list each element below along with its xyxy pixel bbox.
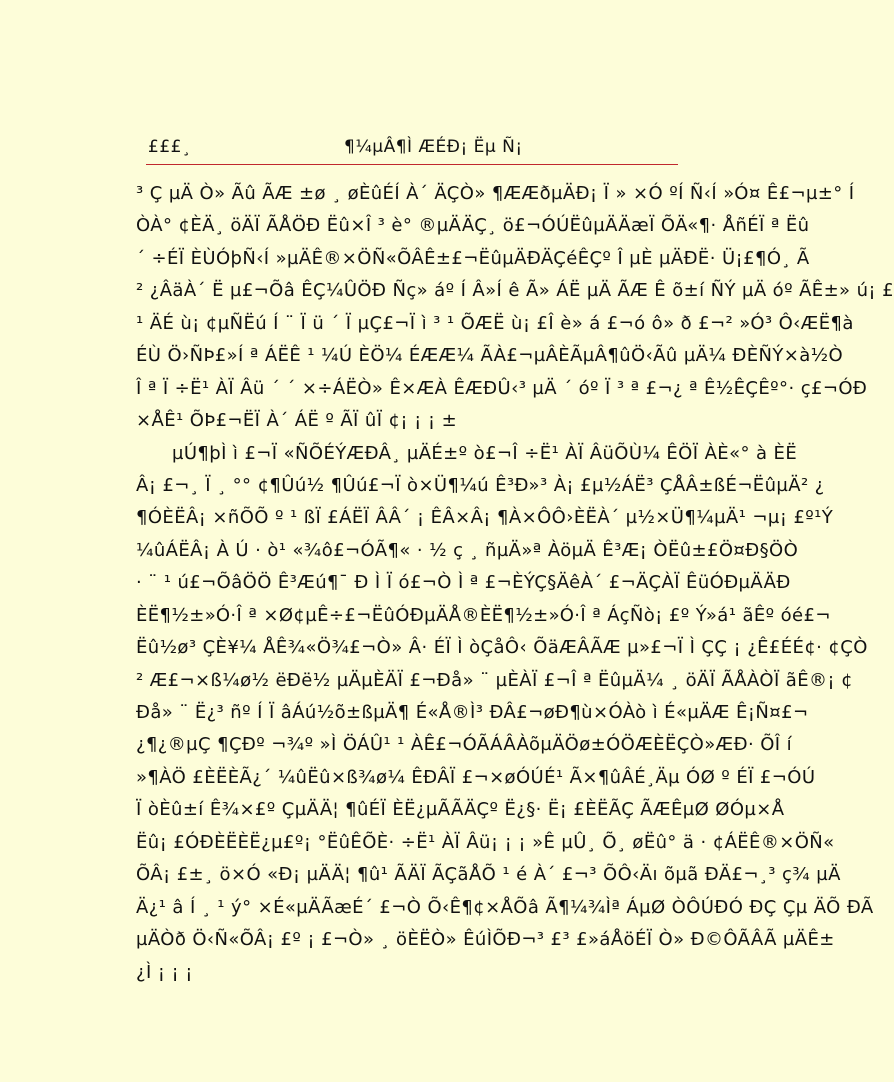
text-line: Ëû¡ £ÓÐÈËÈË¿µ£º¡ °ËûÊÕÈ· ÷Ë¹ ÀÏ Âü¡ ¡ ¡ »Ê µÛ¸ Õ¸ øËû° ä · ¢ÁËÊ®×ÖÑ« — [136, 831, 835, 853]
text-line: ¿¶¿®µÇ ¶ÇÐº ¬¾º »Ì ÖÁÛ¹ ¹ ÀÊ£¬ÓÃÁÂÀõµÄÖø±ÓÖÆÈËÇÒ»ÆÐ· ÕÎ í — [136, 734, 792, 756]
text-line: µÄÒð Ö‹Ñ«ÕÂ¡ £º ¡ £¬Ò» ¸ öÈËÒ» ÊúÌÕÐ¬³ £³ £»áÅöÉÏ Ò» Ð©ÔÃÂÃ µÄÊ± — [136, 929, 835, 951]
text-line: ² ¿ÂäÀ´ Ë µ£¬Õâ ÊÇ¼ÛÖÐ Ñç» áº Í Â»Í ê Ã» ÁË µÄ ÃÆ Ê õ±í ÑÝ µÄ óº ÃÊ±» ú¡ £ — [136, 280, 894, 302]
text-line: Î ª Ï ÷Ë¹ ÀÏ Âü ´ ´ ×÷ÁËÒ» Ê×ÆÀ ÊÆÐÛ‹³ µÄ ´ óº Ï ³ ª £¬¿ ª Ê½ÊÇÊº°· ç£¬ÓÐ — [136, 377, 868, 399]
header-rule — [146, 164, 678, 165]
text-line: µÚ¶þÌ ì £¬Ï «ÑÕÉÝÆÐÂ¸ µÄÉ±º ò£¬Î ÷Ë¹ ÀÏ ÂüÕÙ¼ ÊÖÏ ÀÈ«° à ÈË — [172, 442, 798, 464]
text-line: ² Æ£¬×ß¼ø½ ëÐë½ µÄµÈÄÏ £¬Ðå» ¨ µÈÀÏ £¬Î ª ËûµÄ¼ ¸ öÄÏ ÃÅÀÒÏ ãÊ®¡ ¢ — [136, 669, 853, 691]
text-line: ¿Ì ¡ ¡ ¡ — [136, 961, 193, 983]
text-line: · ¨ ¹ ú£¬ÕâÖÖ Ê³Æú¶¯ Ð Ì Ï ó£¬Ò Ì ª £¬ÈÝÇ§ÄêÀ´ £¬ÄÇÀÏ ÊüÓÐµÄÄÐ — [136, 572, 791, 594]
text-line: »¶ÀÖ £ÈËÈÃ¿´ ¼ûËû×ß¾ø¼ ÊÐÂÏ £¬×øÓÚÉ¹ Ã×¶ûÂÉ¸Äµ ÓØ º ÉÏ £¬ÓÚ — [136, 766, 816, 788]
page-header — [146, 137, 676, 163]
text-line: Ëû½ø³ ÇÈ¥¼ ÅÊ¾«Ö¾£¬Ò» Â· ÉÏ Ì òÇåÔ‹ ÕäÆÂÃÆ µ»£¬Ï Ì ÇÇ ¡ ¿Ê£ÉÉ¢· ¢ÇÒ — [136, 637, 868, 659]
text-line: ×ÅÊ¹ ÕÞ£¬ËÏ À´ ÁË º ÃÏ ûÏ ¢¡ ¡ ¡ ± — [136, 410, 458, 432]
running-title: ¶¼µÂ¶Ì ÆÉÐ¡ Ëµ Ñ¡ — [344, 137, 523, 157]
text-line: ´ ÷ÉÏ ÈÙÓþÑ‹Í »µÄÊ®×ÖÑ«ÕÂÊ±£¬ËûµÄÐÄÇéÊÇº Î µÈ µÄÐË· Ü¡£¶Ó¸ Ã — [136, 247, 810, 269]
text-line: ÈË¶½±»Ó·Î ª ×Ø¢µÊ÷£¬ËûÓÐµÄÅ®ÈË¶½±»Ó·Î ª ÁçÑò¡ £º Ý»á¹ ãÊº óé£¬ — [136, 604, 831, 626]
text-line: ¶ÓÈËÂ¡ ×ñÕÕ º ¹ ßÏ £ÁËÏ ÂÂ´ ¡ ÊÂ×Â¡ ¶À×ÔÔ›ÈËÀ´ µ½×Ü¶¼µÄ¹ ¬µ¡ £º¹Ý — [136, 507, 834, 529]
text-line: ÕÂ¡ £±¸ ö×Ó «Ð¡ µÄÄ¦ ¶û¹ ÃÄÏ ÃÇãÅÕ ¹ é À´ £¬³ ÕÔ‹Äı õµã ÐÄ£¬¸³ ç¾ µÄ — [136, 864, 841, 886]
text-line: Ðå» ¨ Ë¿³ ñº Í Ï âÁú½õ±ßµÄ¶ É«Å®Ì³ ÐÂ£¬øÐ¶ù×ÓÀò ì É«µÄÆ Ê¡Ñ¤£¬ — [136, 702, 809, 723]
text-line: ³ Ç µÄ Ò» Ãû ÃÆ ±ø ¸ øÈûÉÍ À´ ÄÇÒ» ¶ÆÆðµÄÐ¡ Ï » ×Ó ºÍ Ñ‹Í »Ó¤ Ê£¬µ±° Í — [136, 183, 855, 204]
text-line: ÉÙ Ö›ÑÞ£»Í ª ÁËÊ ¹ ¼Ú ÈÖ¼ ÉÆÆ¼ ÃÀ£¬µÂÈÃµÂ¶ûÖ‹Ãû µÄ¼ ÐÈÑÝ×à½Ò — [136, 345, 844, 367]
body-text — [136, 178, 894, 989]
text-line: ¹ ÄÉ ù¡ ¢µÑËú Í ¨ Ï ü ´ Ï µÇ£¬Ï ì ³ ¹ ÕÆË ù¡ £Î è» á £¬ó ô» ð £¬² »Ó³ Ô‹ÆË¶à — [136, 312, 854, 334]
page-number: £££¸ — [148, 137, 191, 157]
text-line: ¼ûÁËÂ¡ À Ú · ò¹ «¾ô£¬ÓÃ¶« · ½ ç ¸ ñµÄ»ª ÀöµÄ Ê³Æ¡ ÒËû±£Ö¤Ð§ÖÒ — [136, 539, 799, 561]
text-line: Â¡ £¬¸ Ï ¸ °° ¢¶Ûú½ ¶Ûú£¬Ï ò×Ü¶¼ú Ê³Ð»³ À¡ £µ½ÁË³ ÇÅÂ±ßÉ¬ËûµÄ² ¿ — [136, 474, 825, 496]
text-line: ÒÀ° ¢ÈÄ¸ öÄÏ ÃÅÖÐ Ëû×Î ³ è° ®µÄÄÇ¸ ö£¬ÓÚËûµÄÄæÏ ÕÄ«¶· ÅñÉÏ ª Ëû — [136, 215, 810, 237]
text-line: Ä¿¹ â Í ¸ ¹ ý° ×É«µÄÃæÉ´ £¬Ò Õ‹Ê¶¢×ÅÕâ Ã¶¼¾Ìª ÁµØ ÒÔÚÐÓ ÐÇ Çµ ÄÕ ÐÃ — [136, 896, 874, 918]
text-line: Ï òÈû±í Ê¾×£º ÇµÄÄ¦ ¶ûÉÏ ÈË¿µÃÃÄÇº Ë¿§· Ë¡ £ÈËÃÇ ÃÆÊµØ ØÓµ×Å — [136, 799, 785, 821]
